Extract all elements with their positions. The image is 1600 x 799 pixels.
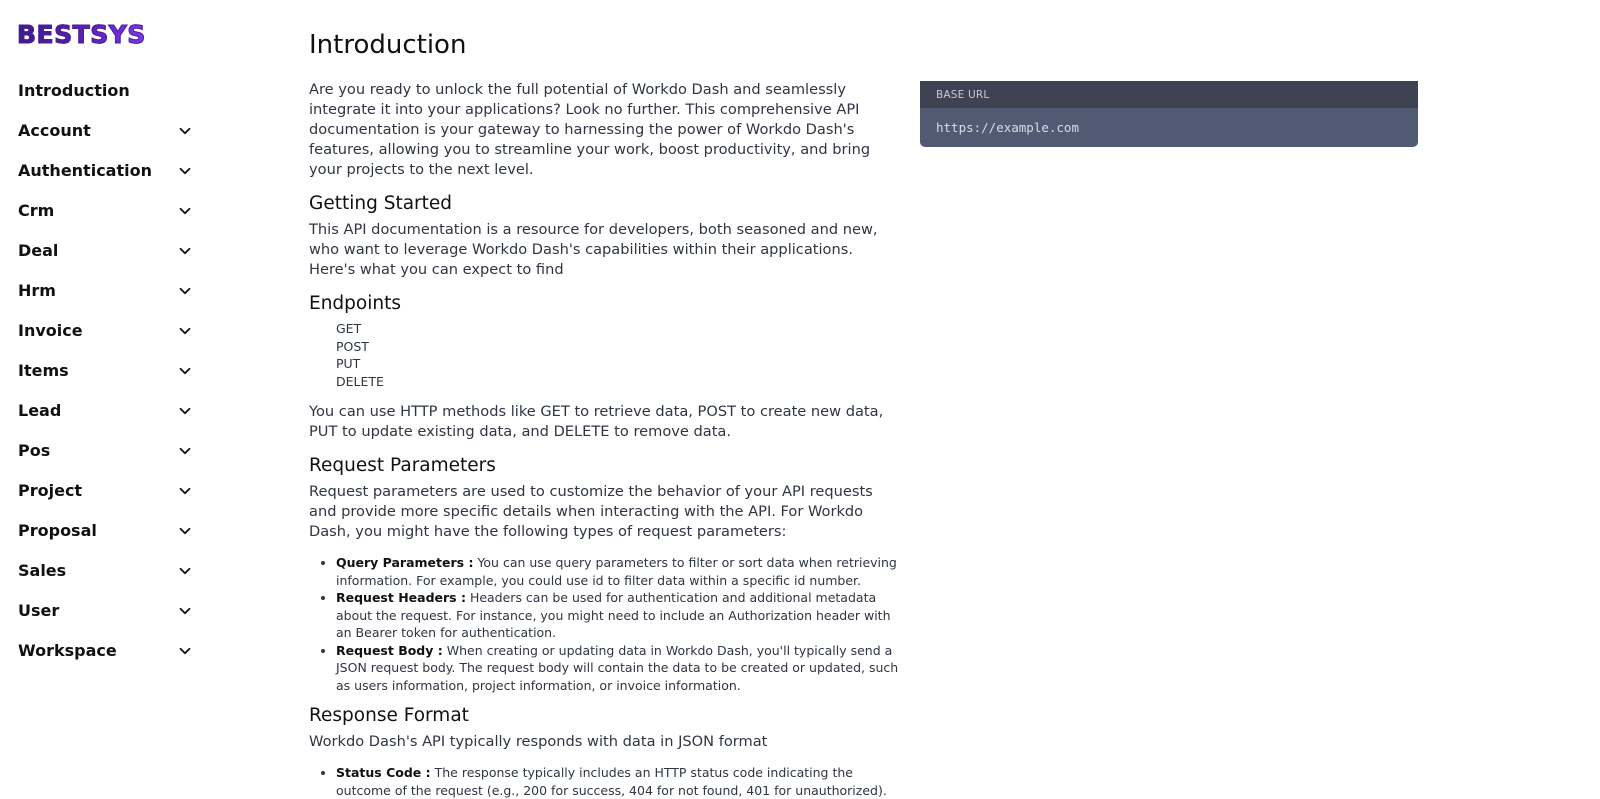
sidebar-item-sales[interactable] — [0, 550, 210, 590]
request-parameters-heading: Request Parameters — [309, 455, 496, 476]
sidebar-item-lead[interactable] — [0, 390, 210, 430]
page-title: Introduction — [309, 30, 467, 60]
sidebar-item-label: Sales — [18, 560, 67, 580]
sidebar-item-introduction[interactable] — [0, 70, 210, 110]
response-format-text: Workdo Dash's API typically responds with data in JSON format — [309, 733, 768, 750]
param-term: Query Parameters : — [336, 555, 474, 570]
param-desc: Headers can be used for authentication and additional metadata about the request. For instance, you might need to include an Authorization header with an Bearer token for authentication. — [336, 590, 891, 640]
sidebar-item-label: Workspace — [18, 640, 117, 660]
getting-started-text: This API documentation is a resource for developers, both seasoned and new, who want to leverage Workdo Dash's capabilities within their applications. Here's what you can expect to find — [309, 221, 878, 278]
list-item — [336, 642, 899, 695]
endpoints-text: You can use HTTP methods like GET to retrieve data, POST to create new data, PUT to update existing data, and DELETE to remove data. — [309, 403, 884, 440]
sidebar-item-workspace[interactable] — [0, 630, 210, 670]
chevron-down-icon[interactable] — [178, 644, 192, 658]
endpoints-list — [309, 320, 899, 390]
sidebar-item-account[interactable] — [0, 110, 210, 150]
sidebar-item-pos[interactable] — [0, 430, 210, 470]
param-desc: When creating or updating data in Workdo Dash, you'll typically send a JSON request body. The request body will contain the data to be created or updated, such as users information, project information, or invoice information. — [336, 642, 899, 693]
list-item — [336, 554, 899, 589]
sidebar-item-user[interactable] — [0, 590, 210, 630]
sidebar-item-proposal[interactable] — [0, 510, 210, 550]
sidebar-item-label: Project — [18, 480, 83, 500]
chevron-down-icon[interactable] — [178, 524, 192, 538]
chevron-down-icon[interactable] — [178, 244, 192, 258]
sidebar-item-label: Proposal — [18, 520, 97, 540]
endpoint-method: POST — [336, 338, 369, 354]
sidebar-item-hrm[interactable] — [0, 270, 210, 310]
sidebar-item-invoice[interactable] — [0, 310, 210, 350]
param-desc: You can use query parameters to filter or sort data when retrieving information. For example, you could use id to filter data within a specific id number. — [336, 555, 897, 588]
getting-started-heading: Getting Started — [309, 193, 453, 214]
chevron-down-icon[interactable] — [178, 204, 192, 218]
endpoint-method: DELETE — [336, 373, 384, 389]
response-format-heading: Response Format — [309, 705, 469, 726]
sidebar-item-label: Deal — [18, 240, 59, 260]
chevron-down-icon[interactable] — [178, 404, 192, 418]
sidebar-item-project[interactable] — [0, 470, 210, 510]
sidebar-item-deal[interactable] — [0, 230, 210, 270]
endpoints-heading: Endpoints — [309, 293, 401, 314]
list-item — [336, 764, 899, 799]
sidebar-item-label: Hrm — [18, 280, 56, 300]
sidebar-item-label: Pos — [18, 440, 51, 460]
sidebar-item-label: Crm — [18, 200, 55, 220]
chevron-down-icon[interactable] — [178, 364, 192, 378]
param-desc: The response typically includes an HTTP status code indicating the outcome of the request (e.g., 200 for success, 404 for not found, 401 for unauthorized). — [336, 765, 887, 798]
chevron-down-icon[interactable] — [178, 124, 192, 138]
sidebar-item-label: Account — [18, 120, 91, 140]
param-term: Request Headers : — [336, 590, 466, 605]
sidebar-item-label: Authentication — [18, 160, 152, 180]
sidebar-item-label: Introduction — [18, 80, 130, 100]
chevron-down-icon[interactable] — [178, 164, 192, 178]
sidebar-nav — [0, 70, 210, 670]
brand-logo[interactable]: BESTSYS — [17, 20, 146, 49]
request-parameters-text: Request parameters are used to customize the behavior of your API requests and provide more specific details when interacting with the API. For Workdo Dash, you might have the following types of request parameters: — [309, 483, 873, 540]
content-body — [309, 80, 899, 799]
main-content — [309, 0, 899, 798]
response-format-list — [309, 764, 899, 799]
chevron-down-icon[interactable] — [178, 604, 192, 618]
param-term: Status Code : — [336, 765, 431, 780]
sidebar-item-label: User — [18, 600, 60, 620]
sidebar-item-label: Lead — [18, 400, 62, 420]
chevron-down-icon[interactable] — [178, 324, 192, 338]
chevron-down-icon[interactable] — [178, 484, 192, 498]
sidebar-item-label: Invoice — [18, 320, 83, 340]
intro-paragraph: Are you ready to unlock the full potential of Workdo Dash and seamlessly integrate it into your applications? Look no further. This comprehensive API documentation is your gateway to harnessing the power of Workdo Dash's features, allowing you to streamline your work, boost productivity, and bring your projects to the next level. — [309, 81, 871, 178]
base-url-label: BASE URL — [920, 81, 1418, 108]
sidebar-item-authentication[interactable] — [0, 150, 210, 190]
endpoint-method: GET — [336, 321, 362, 336]
sidebar-item-items[interactable] — [0, 350, 210, 390]
chevron-down-icon[interactable] — [178, 284, 192, 298]
base-url-value[interactable]: https://example.com — [936, 120, 1079, 135]
sidebar-item-label: Items — [18, 360, 69, 380]
list-item — [336, 589, 899, 642]
sidebar-item-crm[interactable] — [0, 190, 210, 230]
param-term: Request Body : — [336, 642, 443, 658]
request-parameters-list — [309, 554, 899, 694]
base-url-card — [920, 81, 1418, 147]
endpoint-method: PUT — [336, 356, 361, 371]
chevron-down-icon[interactable] — [178, 564, 192, 578]
sidebar — [0, 0, 210, 775]
chevron-down-icon[interactable] — [178, 444, 192, 458]
